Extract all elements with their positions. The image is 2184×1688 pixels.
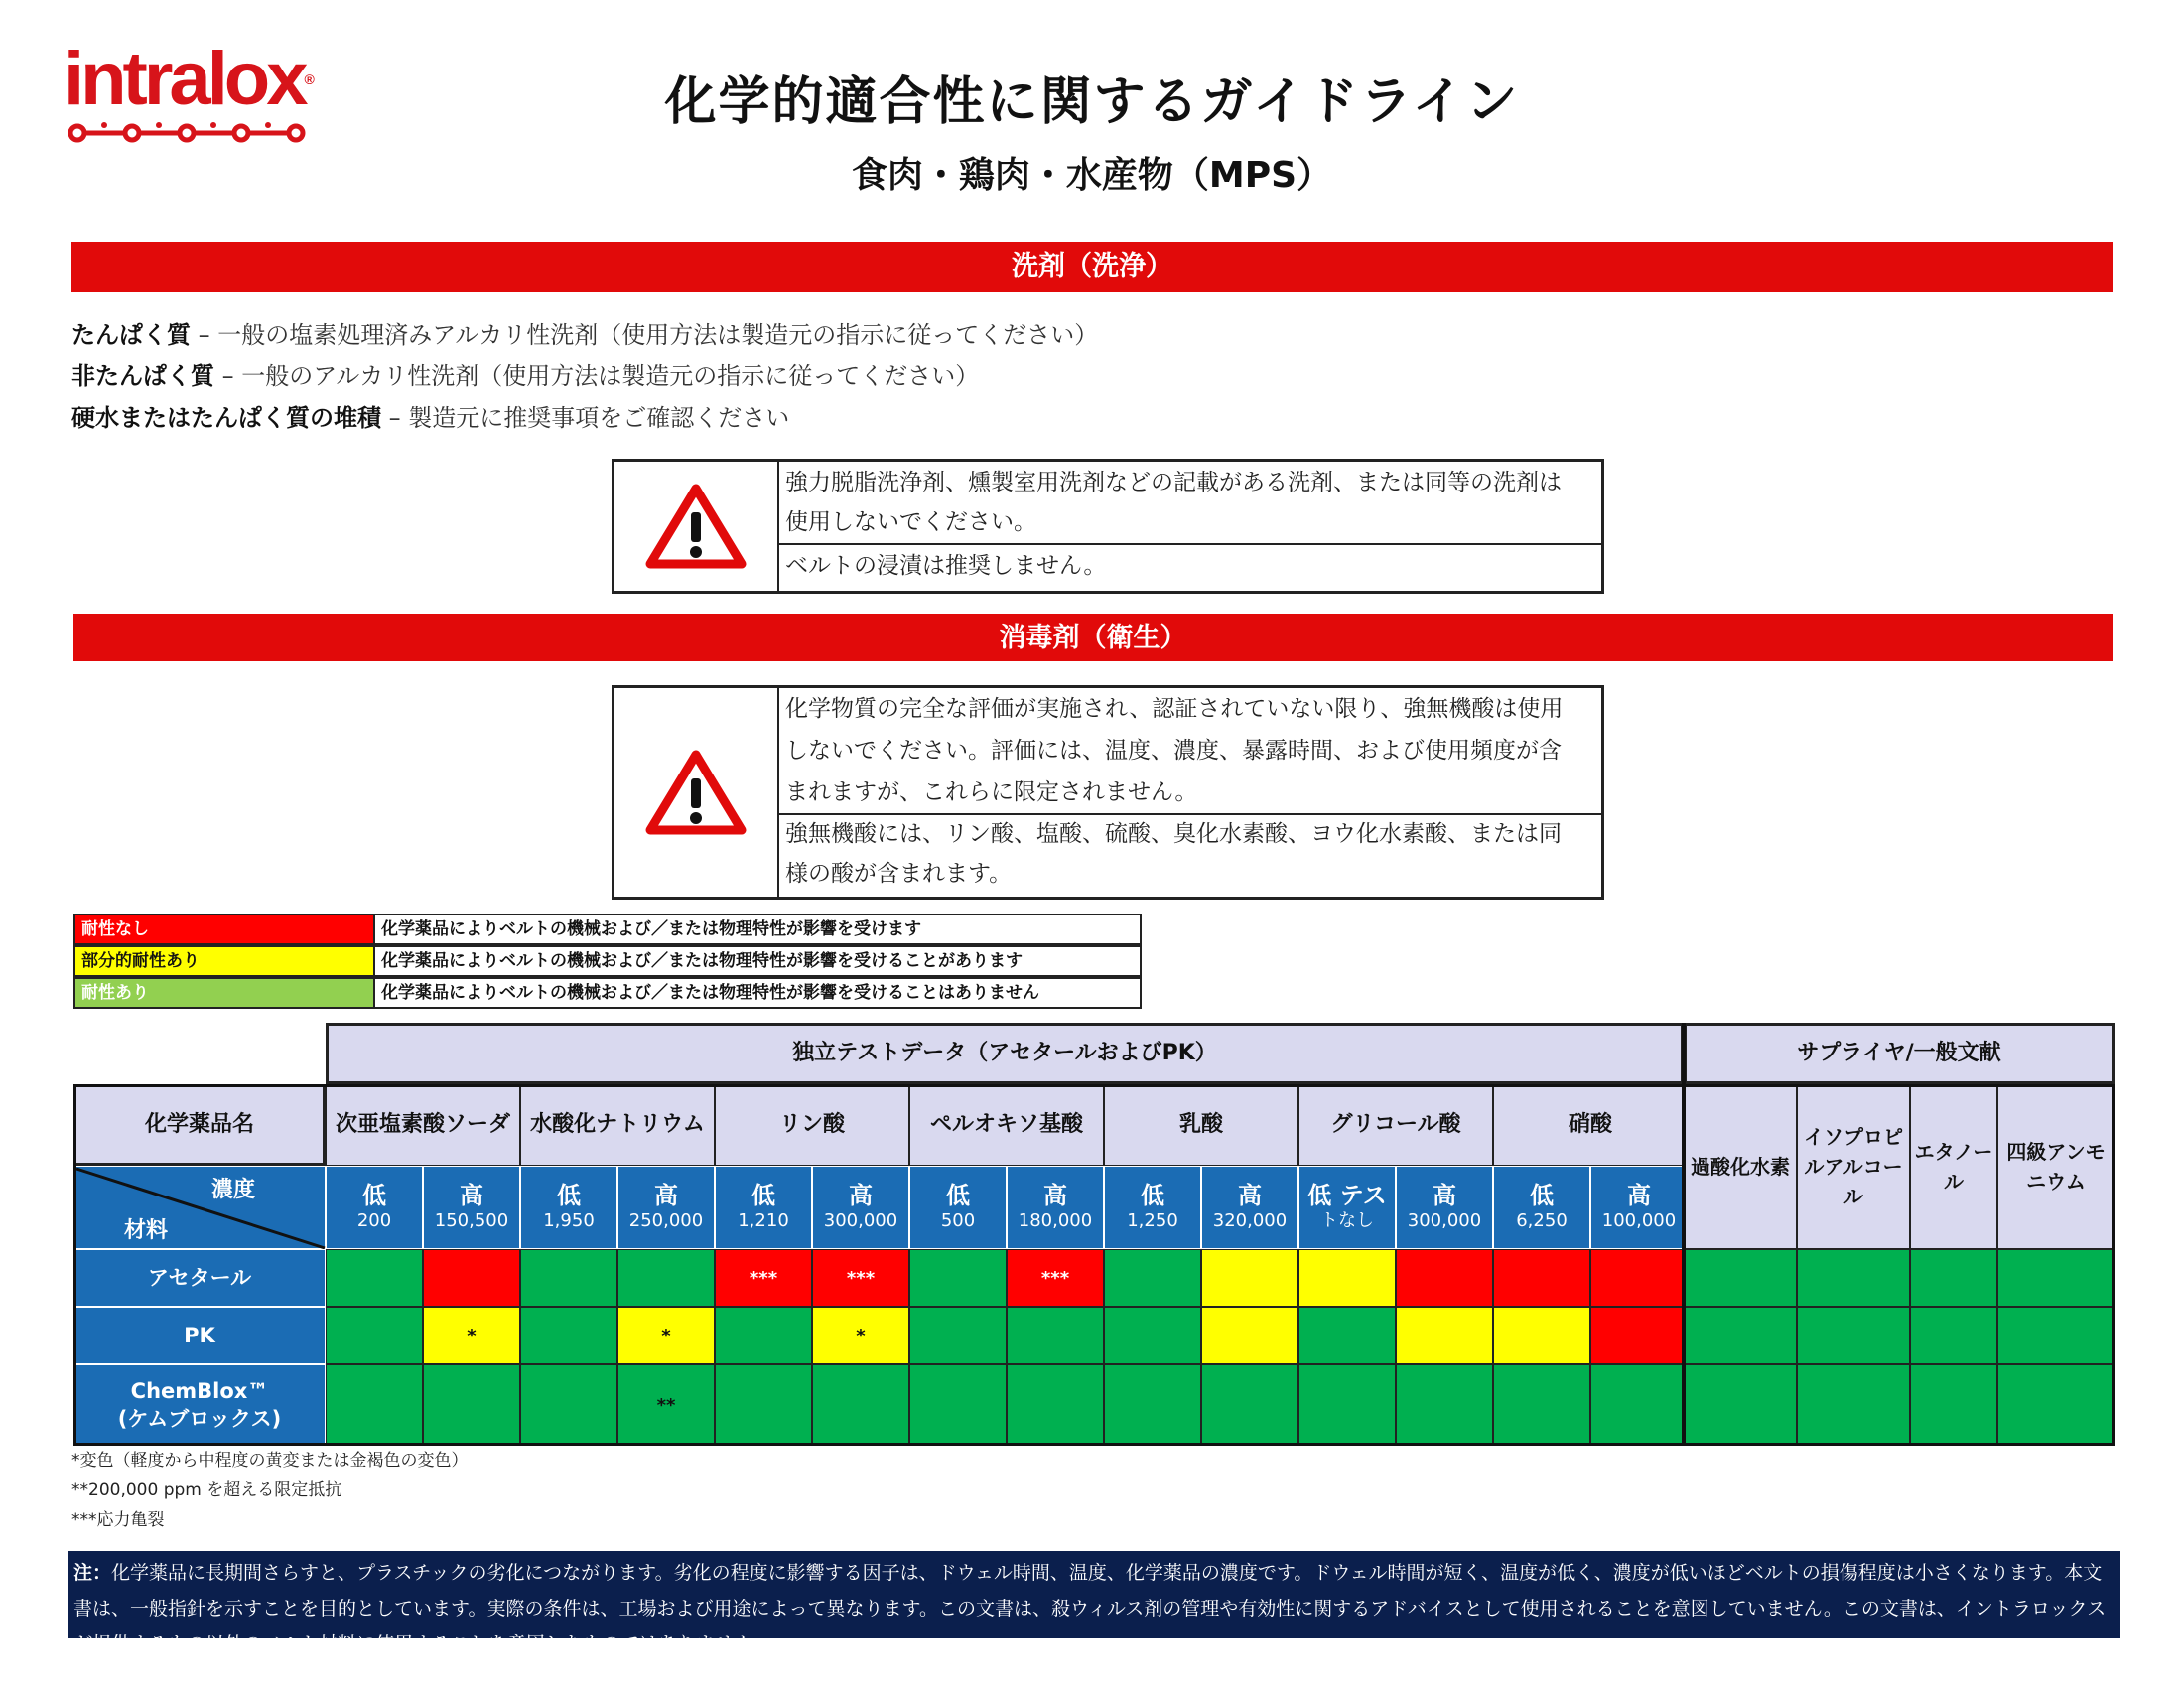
supplier-chemical-header: 過酸化水素 <box>1684 1084 1797 1249</box>
level-ppm: 1,250 <box>1127 1210 1178 1231</box>
rating-cell <box>1396 1307 1493 1364</box>
supplier-rating-cell <box>1684 1249 1797 1307</box>
concentration-level <box>1590 1166 1688 1249</box>
sanitizer-warning-line1c: まれますが、これらに限定されません。 <box>785 779 1198 805</box>
material-name-text: ChemBlox™ <box>130 1379 269 1403</box>
level-label: 高 <box>1238 1182 1262 1209</box>
rating-cell <box>423 1249 520 1307</box>
rating-cell <box>326 1249 423 1307</box>
supplier-divider <box>1682 1023 1686 1446</box>
level-label: 低 <box>751 1182 775 1209</box>
supplier-rating-cell <box>1684 1307 1797 1364</box>
rating-cell <box>715 1364 812 1446</box>
level-label: 高 <box>849 1182 873 1209</box>
legend-row-resistant <box>73 977 1142 1009</box>
rating-cell <box>1590 1249 1688 1307</box>
sanitizer-warning-box <box>612 685 1604 900</box>
supplier-chemical-header: エタノール <box>1910 1084 1997 1249</box>
rating-cell <box>1493 1307 1590 1364</box>
compatibility-table <box>73 1023 2115 1446</box>
level-ppm: トなし <box>1320 1210 1374 1231</box>
concentration-level <box>1104 1166 1201 1249</box>
material-name-text: PK <box>184 1324 215 1347</box>
page-subtitle: 食肉・鶏肉・水産物（MPS） <box>851 155 1333 196</box>
detergent-warning-line1b: 使用しないでください。 <box>785 509 1036 535</box>
level-ppm: 180,000 <box>1018 1210 1093 1231</box>
material-name <box>73 1307 326 1364</box>
chemical-header: ペルオキソ基酸 <box>909 1084 1104 1166</box>
rating-cell <box>423 1364 520 1446</box>
rating-cell <box>520 1249 617 1307</box>
legend-swatch-resistant: 耐性あり <box>75 979 373 1007</box>
rating-cell <box>1298 1307 1396 1364</box>
level-label: 低 <box>1141 1182 1164 1209</box>
rating-cell <box>1007 1307 1104 1364</box>
concentration-level <box>812 1166 909 1249</box>
diagonal-divider <box>74 1167 327 1250</box>
rating-cell <box>909 1249 1007 1307</box>
sanitizer-warning-line1b: しないでください。評価には、温度、濃度、暴露時間、および使用頻度が含 <box>785 738 1562 764</box>
sanitizer-header: 消毒剤（衛生） <box>73 614 2113 661</box>
warning-icon <box>614 688 779 897</box>
level-label: 高 <box>460 1182 483 1209</box>
supplier-rating-cell <box>1997 1307 2115 1364</box>
rating-cell <box>617 1249 715 1307</box>
legend-swatch-not-resistant: 耐性なし <box>75 915 373 943</box>
concentration-level <box>715 1166 812 1249</box>
rating-cell <box>1590 1307 1688 1364</box>
level-ppm: 150,500 <box>434 1210 509 1231</box>
concentration-level <box>423 1166 520 1249</box>
rating-cell <box>1493 1364 1590 1446</box>
footnote-discoloration: *変色（軽度から中程度の黄変または金褐色の変色） <box>71 1451 469 1471</box>
rating-cell <box>1104 1249 1201 1307</box>
level-ppm: 500 <box>940 1210 976 1231</box>
level-label: 低 <box>1530 1182 1554 1209</box>
legend-row-partial <box>73 945 1142 977</box>
concentration-label: 濃度 <box>210 1178 255 1202</box>
chemical-header: 水酸化ナトリウム <box>520 1084 715 1166</box>
rating-cell <box>520 1364 617 1446</box>
rating-cell <box>1104 1307 1201 1364</box>
material-label: 材料 <box>124 1218 169 1243</box>
rating-cell: * <box>617 1307 715 1364</box>
logo-registered-mark: ® <box>304 71 311 87</box>
level-label: 高 <box>1627 1182 1651 1209</box>
page-title: 化学的適合性に関するガイドライン <box>664 72 1520 132</box>
level-ppm: 200 <box>356 1210 392 1231</box>
level-label: 低 <box>946 1182 970 1209</box>
rating-cell: *** <box>812 1249 909 1307</box>
level-ppm: 320,000 <box>1212 1210 1288 1231</box>
rating-cell <box>1104 1364 1201 1446</box>
chemical-header: 次亜塩素酸ソーダ <box>326 1084 520 1166</box>
material-name-text: アセタール <box>147 1266 252 1290</box>
supplier-rating-cell <box>1684 1364 1797 1446</box>
level-ppm: 300,000 <box>1407 1210 1482 1231</box>
supplier-chemical-header: 四級アンモニウム <box>1997 1084 2115 1249</box>
chemical-header: 硝酸 <box>1493 1084 1688 1166</box>
concentration-level <box>326 1166 423 1249</box>
chemical-header: グリコール酸 <box>1298 1084 1493 1166</box>
detergent-warning-box <box>612 459 1604 594</box>
rating-cell <box>1298 1364 1396 1446</box>
logo-wordmark: intralox <box>64 37 305 121</box>
chemical-header: リン酸 <box>715 1084 909 1166</box>
chemical-name-header: 化学薬品名 <box>73 1084 326 1166</box>
concentration-level <box>909 1166 1007 1249</box>
rating-cell <box>1396 1364 1493 1446</box>
level-ppm: 1,950 <box>543 1210 595 1231</box>
legend-row-not-resistant <box>73 914 1142 945</box>
concentration-level <box>1493 1166 1590 1249</box>
footnote-stress-cracking: ***応力亀裂 <box>71 1510 165 1530</box>
level-ppm: 100,000 <box>1601 1210 1677 1231</box>
material-name-sub: (ケムブロックス) <box>117 1407 282 1431</box>
chemical-header: 乳酸 <box>1104 1084 1298 1166</box>
level-ppm: 1,210 <box>738 1210 789 1231</box>
supplier-rating-cell <box>1797 1249 1910 1307</box>
rating-cell <box>1396 1249 1493 1307</box>
rating-cell <box>1201 1307 1298 1364</box>
rating-cell <box>520 1307 617 1364</box>
detergent-warning-line1a: 強力脱脂洗浄剤、燻製室用洗剤などの記載がある洗剤、または同等の洗剤は <box>785 470 1562 495</box>
group-header-independent: 独立テストデータ（アセタールおよびPK） <box>326 1023 1684 1084</box>
rating-cell: ** <box>617 1364 715 1446</box>
level-label: 低 <box>557 1182 581 1209</box>
rating-cell <box>326 1364 423 1446</box>
supplier-rating-cell <box>1997 1364 2115 1446</box>
concentration-material-header <box>73 1166 326 1249</box>
detergent-header: 洗剤（洗浄） <box>71 242 2113 292</box>
supplier-rating-cell <box>1997 1249 2115 1307</box>
concentration-level <box>617 1166 715 1249</box>
concentration-level <box>1396 1166 1493 1249</box>
concentration-level <box>1298 1166 1396 1249</box>
rating-cell <box>1007 1364 1104 1446</box>
level-label: 低 <box>362 1182 386 1209</box>
rating-cell <box>1201 1364 1298 1446</box>
disclaimer-note: 注：化学薬品に長期間さらすと、プラスチックの劣化につながります。劣化の程度に影響する因子は、ドウェル時間、温度、化学薬品の濃度です。ドウェル時間が短く、温度が低く、濃度が低いほどベルトの損傷程度は小さくなります。本文書は、一般指針を示すことを目的としています。実際の条件は、工場および用途によって異なります。この文書は、殺ウィルス剤の管理や有効性に関するアドバイスとして使用されることを意図していません。この文書は、イントラロックスが提供するもの以外のベルト材料に使用することを意図したものではありません。 <box>68 1551 2120 1638</box>
level-ppm: 250,000 <box>628 1210 704 1231</box>
rating-cell: *** <box>1007 1249 1104 1307</box>
rating-cell <box>326 1307 423 1364</box>
sanitizer-warning-line2b: 様の酸が含まれます。 <box>785 861 1013 887</box>
level-label: 高 <box>1043 1182 1067 1209</box>
level-ppm: 300,000 <box>823 1210 898 1231</box>
legend-desc-resistant: 化学薬品によりベルトの機械および／または物理特性が影響を受けることはありません <box>373 979 1140 1007</box>
supplier-rating-cell <box>1797 1364 1910 1446</box>
rating-cell <box>812 1364 909 1446</box>
rating-cell <box>1298 1249 1396 1307</box>
material-name <box>73 1249 326 1307</box>
sanitizer-warning-line1a: 化学物質の完全な評価が実施され、認証されていない限り、強無機酸は使用 <box>785 696 1564 722</box>
warning-icon <box>614 462 779 591</box>
level-label: 低 テス <box>1307 1182 1387 1209</box>
legend-desc-not-resistant: 化学薬品によりベルトの機械および／または物理特性が影響を受けます <box>373 915 1140 943</box>
rating-cell: * <box>812 1307 909 1364</box>
detergent-line-protein: たんぱく質 – 一般の塩素処理済みアルカリ性洗剤（使用方法は製造元の指示に従ってください） <box>71 321 1099 349</box>
supplier-rating-cell <box>1910 1249 1997 1307</box>
supplier-chemical-header: イソプロピルアルコール <box>1797 1084 1910 1249</box>
supplier-rating-cell <box>1797 1307 1910 1364</box>
supplier-rating-cell <box>1910 1364 1997 1446</box>
rating-cell <box>715 1307 812 1364</box>
legend-desc-partial: 化学薬品によりベルトの機械および／または物理特性が影響を受けることがあります <box>373 947 1140 975</box>
concentration-level <box>1201 1166 1298 1249</box>
detergent-warning-line2: ベルトの浸漬は推奨しません。 <box>785 553 1107 579</box>
rating-cell <box>1201 1249 1298 1307</box>
legend-swatch-partial: 部分的耐性あり <box>75 947 373 975</box>
detergent-line-nonprotein: 非たんぱく質 – 一般のアルカリ性洗剤（使用方法は製造元の指示に従ってください） <box>71 362 980 390</box>
detergent-line-hardwater: 硬水またはたんぱく質の堆積 – 製造元に推奨事項をご確認ください <box>71 404 790 432</box>
footnote-limited-resistance: **200,000 ppm を超える限定抵抗 <box>71 1480 342 1500</box>
supplier-rating-cell <box>1910 1307 1997 1364</box>
concentration-level <box>1007 1166 1104 1249</box>
rating-cell: *** <box>715 1249 812 1307</box>
rating-cell: * <box>423 1307 520 1364</box>
level-label: 高 <box>654 1182 678 1209</box>
concentration-level <box>520 1166 617 1249</box>
level-label: 高 <box>1433 1182 1456 1209</box>
rating-cell <box>1493 1249 1590 1307</box>
group-header-supplier: サプライヤ/一般文献 <box>1684 1023 2115 1084</box>
level-ppm: 6,250 <box>1516 1210 1568 1231</box>
rating-cell <box>909 1364 1007 1446</box>
rating-cell <box>1590 1364 1688 1446</box>
sanitizer-warning-line2a: 強無機酸には、リン酸、塩酸、硫酸、臭化水素酸、ヨウ化水素酸、または同 <box>785 821 1562 847</box>
rating-cell <box>909 1307 1007 1364</box>
material-name <box>73 1364 326 1446</box>
